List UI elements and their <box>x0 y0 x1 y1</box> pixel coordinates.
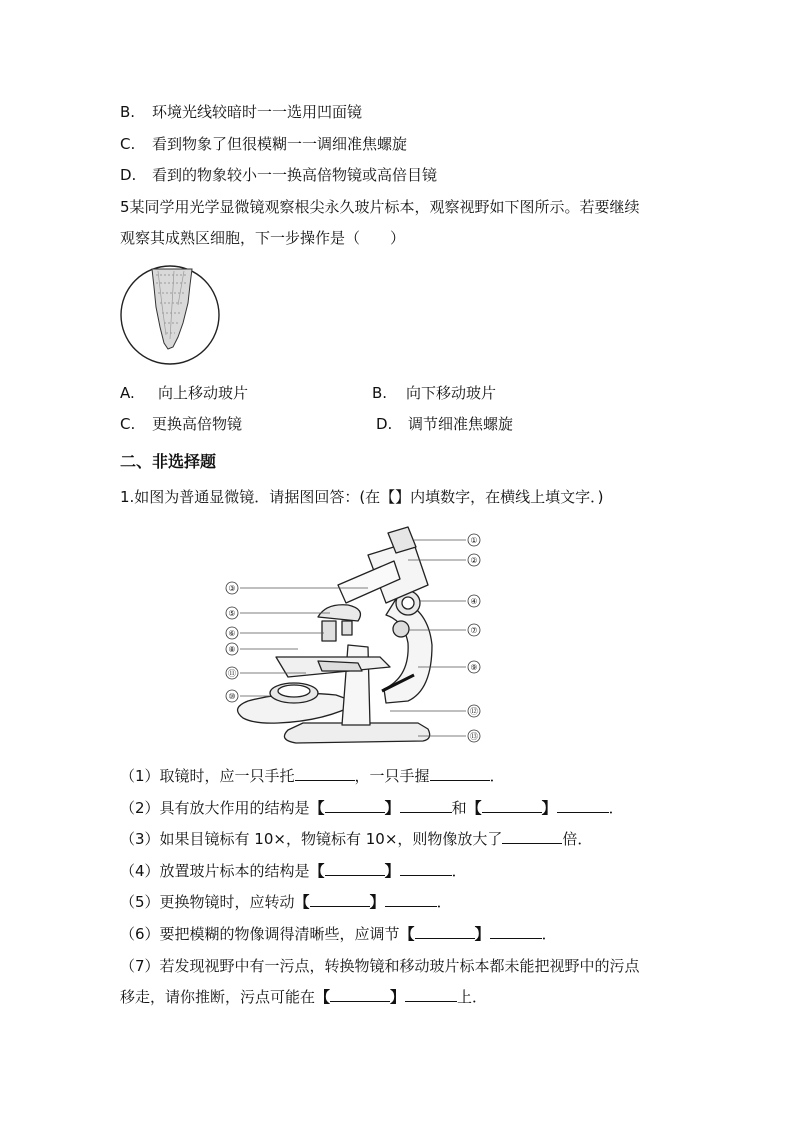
subq-text: ． <box>451 862 467 880</box>
number-blank[interactable] <box>482 798 542 813</box>
subq-text: ． <box>436 893 452 911</box>
subq-7-line2 <box>120 987 487 1007</box>
q5-option-c <box>120 414 242 434</box>
subq-text: ． <box>541 925 557 943</box>
subq-text: 上． <box>457 988 488 1006</box>
option-key: B. <box>120 103 136 121</box>
label-8: ⑧ <box>228 645 236 654</box>
label-6: ⑥ <box>228 629 236 638</box>
option-key: D. <box>120 166 137 184</box>
right-bracket: 】 <box>541 799 557 817</box>
option-text: 更换高倍物镜 <box>152 415 243 433</box>
right-bracket: 】 <box>474 925 490 943</box>
right-bracket: 】 <box>390 988 406 1006</box>
label-11: ⑪ <box>228 669 236 678</box>
answer-blank[interactable] <box>405 987 457 1002</box>
subq-text: 移走，请你推断，污点可能在 <box>120 988 316 1006</box>
left-bracket: 【 <box>294 893 310 911</box>
subq-text: 和 <box>451 799 467 817</box>
label-12: ⑫ <box>470 707 478 716</box>
option-key: B. <box>372 384 388 402</box>
subq-3 <box>120 829 592 849</box>
option-key: C. <box>120 415 136 433</box>
q4-option-d <box>120 165 437 185</box>
option-key: A. <box>120 384 135 402</box>
q5-stem-line1: 5某同学用光学显微镜观察根尖永久玻片标本，观察视野如下图所示。若要继续 <box>120 198 640 216</box>
subq-7-line1: （7）若发现视野中有一污点，转换物镜和移动玻片标本都未能把视野中的污点 <box>120 957 640 975</box>
answer-blank[interactable] <box>502 829 562 844</box>
option-text: 向下移动玻片 <box>406 384 497 402</box>
subq-text: 倍． <box>562 830 593 848</box>
number-blank[interactable] <box>325 861 385 876</box>
q5-option-d <box>376 414 513 434</box>
answer-blank[interactable] <box>400 861 452 876</box>
q1-stem: 1.如图为普通显微镜．请据图回答：(在【】内填数字，在横线上填文字．) <box>120 488 604 506</box>
subq-6 <box>120 924 557 944</box>
number-blank[interactable] <box>310 892 370 907</box>
subq-text: （6）要把模糊的物像调得清晰些，应调节 <box>120 925 400 943</box>
left-bracket: 【 <box>466 799 482 817</box>
number-blank[interactable] <box>415 924 475 939</box>
subq-text: ． <box>608 799 624 817</box>
root-tip-field-of-view <box>118 265 226 373</box>
right-bracket: 】 <box>384 862 400 880</box>
option-text: 环境光线较暗时一一选用凹面镜 <box>152 103 363 121</box>
subq-text: ． <box>489 767 505 785</box>
label-1: ① <box>470 536 478 545</box>
subq-text: （3）如果目镜标有 10×，物镜标有 10×，则物像放大了 <box>120 830 503 848</box>
right-bracket: 】 <box>384 799 400 817</box>
subq-5 <box>120 892 452 912</box>
subq-2 <box>120 798 624 818</box>
left-bracket: 【 <box>399 925 415 943</box>
subq-text: （2）具有放大作用的结构是 <box>120 799 310 817</box>
answer-blank[interactable] <box>400 798 452 813</box>
label-9: ⑨ <box>470 663 478 672</box>
option-text: 向上移动玻片 <box>158 384 249 402</box>
answer-blank[interactable] <box>385 892 437 907</box>
option-text: 调节细准焦螺旋 <box>408 415 514 433</box>
label-4: ④ <box>470 597 478 606</box>
option-text: 看到物象了但很模糊一一调细准焦螺旋 <box>152 135 408 153</box>
q4-option-c <box>120 134 407 154</box>
q5-option-b <box>372 383 496 403</box>
number-blank[interactable] <box>330 987 390 1002</box>
left-bracket: 【 <box>309 799 325 817</box>
section-title: 二、非选择题 <box>120 452 217 471</box>
number-blank[interactable] <box>325 798 385 813</box>
subq-1 <box>120 766 505 786</box>
subq-text: （1）取镜时，应一只手托 <box>120 767 295 785</box>
answer-blank[interactable] <box>490 924 542 939</box>
label-10: ⑩ <box>228 692 236 701</box>
q5-stem-line2: 观察其成熟区细胞，下一步操作是（ ） <box>120 229 406 247</box>
label-2: ② <box>470 556 478 565</box>
subq-text: ，一只手握 <box>354 767 430 785</box>
answer-blank[interactable] <box>430 766 490 781</box>
label-3: ③ <box>228 584 236 593</box>
answer-blank[interactable] <box>295 766 355 781</box>
microscope-diagram <box>218 525 493 750</box>
answer-blank[interactable] <box>557 798 609 813</box>
subq-4 <box>120 861 467 881</box>
label-7: ⑦ <box>470 626 478 635</box>
option-key: C. <box>120 135 136 153</box>
q4-option-b <box>120 102 362 122</box>
label-13: ⑬ <box>470 732 478 741</box>
subq-text: （5）更换物镜时，应转动 <box>120 893 295 911</box>
right-bracket: 】 <box>369 893 385 911</box>
q5-option-a <box>120 383 248 403</box>
left-bracket: 【 <box>309 862 325 880</box>
option-key: D. <box>376 415 393 433</box>
option-text: 看到的物象较小一一换高倍物镜或高倍目镜 <box>152 166 438 184</box>
label-5: ⑤ <box>228 609 236 618</box>
left-bracket: 【 <box>315 988 331 1006</box>
subq-text: （4）放置玻片标本的结构是 <box>120 862 310 880</box>
